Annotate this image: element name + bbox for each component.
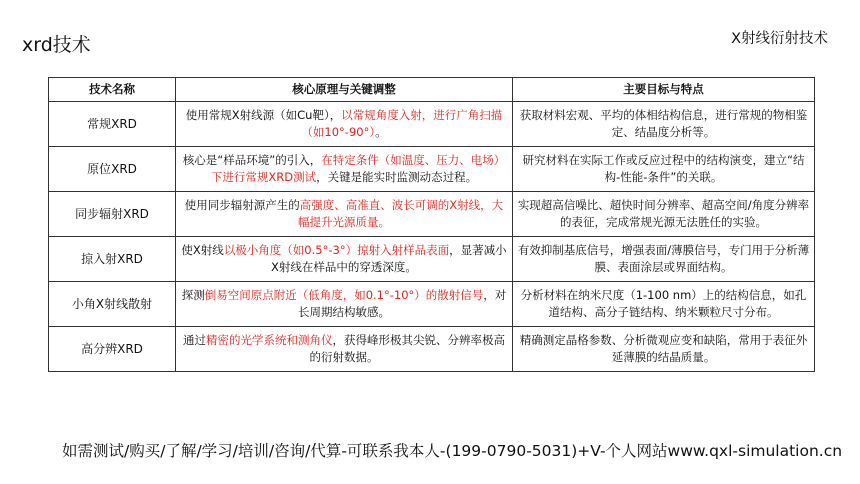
- principle-text: 探测: [181, 288, 205, 302]
- technique-name: 掠入射XRD: [49, 237, 176, 282]
- table-row: [49, 192, 815, 237]
- table-row: [49, 282, 815, 327]
- goal-cell: 有效抑制基底信号，增强表面/薄膜信号，专门用于分析薄膜、表面涂层或界面结构。: [513, 237, 815, 282]
- table-row: [49, 147, 815, 192]
- technique-name: 原位XRD: [49, 147, 176, 192]
- highlighted-text: 精密的光学系统和测角仪: [206, 333, 333, 347]
- principle-text: ，获得峰形极其尖锐、分辨率极高的衍射数据。: [309, 333, 505, 364]
- goal-cell: 分析材料在纳米尺度（1-100 nm）上的结构信息，如孔道结构、高分子链结构、纳米颗粒尺寸分布。: [513, 282, 815, 327]
- principle-text: ，关键是能实时监测动态过程。: [316, 170, 478, 184]
- principle-cell: [176, 327, 513, 372]
- goal-cell: 获取材料宏观、平均的体相结构信息，进行常规的物相鉴定、结晶度分析等。: [513, 102, 815, 147]
- technique-name: 常规XRD: [49, 102, 176, 147]
- highlighted-text: 以常规角度入射，进行广角扫描（如10°-90°）: [301, 108, 503, 139]
- principle-cell: [176, 282, 513, 327]
- table-row: [49, 237, 815, 282]
- principle-text: 使X射线: [181, 243, 224, 257]
- highlighted-text: 高强度、高准直、波长可调的X射线，大幅提升光源质量。: [298, 198, 504, 229]
- column-header-goal: 主要目标与特点: [513, 78, 815, 102]
- highlighted-text: 以极小角度（如0.5°-3°）掠射入射样品表面: [223, 243, 450, 257]
- principle-text: 使用同步辐射源产生的: [184, 198, 300, 212]
- goal-cell: 实现超高信噪比、超快时间分辨率、超高空间/角度分辨率的表征，完成常规光源无法胜任的实验。: [513, 192, 815, 237]
- technique-name: 高分辨XRD: [49, 327, 176, 372]
- principle-text: ，对长周期结构敏感。: [298, 288, 507, 319]
- principle-cell: [176, 237, 513, 282]
- column-header-principle: 核心原理与关键调整: [176, 78, 513, 102]
- principle-text: 通过: [183, 333, 206, 347]
- highlighted-text: 倒易空间原点附近（低角度，如0.1°-10°）的散射信号: [204, 288, 484, 302]
- table-row: [49, 102, 815, 147]
- principle-cell: [176, 147, 513, 192]
- principle-text: ，显著减小X射线在样品中的穿透深度。: [271, 243, 507, 274]
- principle-text: 核心是“样品环境”的引入，: [182, 153, 322, 167]
- principle-text: 。: [375, 125, 387, 139]
- xrd-techniques-table: [48, 77, 815, 372]
- table-header-row: [49, 78, 815, 102]
- goal-cell: 精确测定晶格参数、分析微观应变和缺陷，常用于表征外延薄膜的结晶质量。: [513, 327, 815, 372]
- page-subtitle: X射线衍射技术: [731, 31, 828, 47]
- goal-cell: 研究材料在实际工作或反应过程中的结构演变，建立“结构-性能-条件”的关联。: [513, 147, 815, 192]
- technique-name: 同步辐射XRD: [49, 192, 176, 237]
- principle-cell: [176, 102, 513, 147]
- technique-name: 小角X射线散射: [49, 282, 176, 327]
- principle-cell: [176, 192, 513, 237]
- table-row: [49, 327, 815, 372]
- highlighted-text: 在特定条件（如温度、压力、电场）下进行常规XRD测试: [210, 153, 506, 184]
- column-header-name: 技术名称: [49, 78, 176, 102]
- contact-footer: 如需测试/购买/了解/学习/培训/咨询/代算-可联系我本人-(199-0790-5031)+V-个人网站www.qxl-simulation.cn: [62, 442, 843, 460]
- page-title: xrd技术: [22, 34, 91, 56]
- principle-text: 使用常规X射线源（如Cu靶），: [185, 108, 342, 122]
